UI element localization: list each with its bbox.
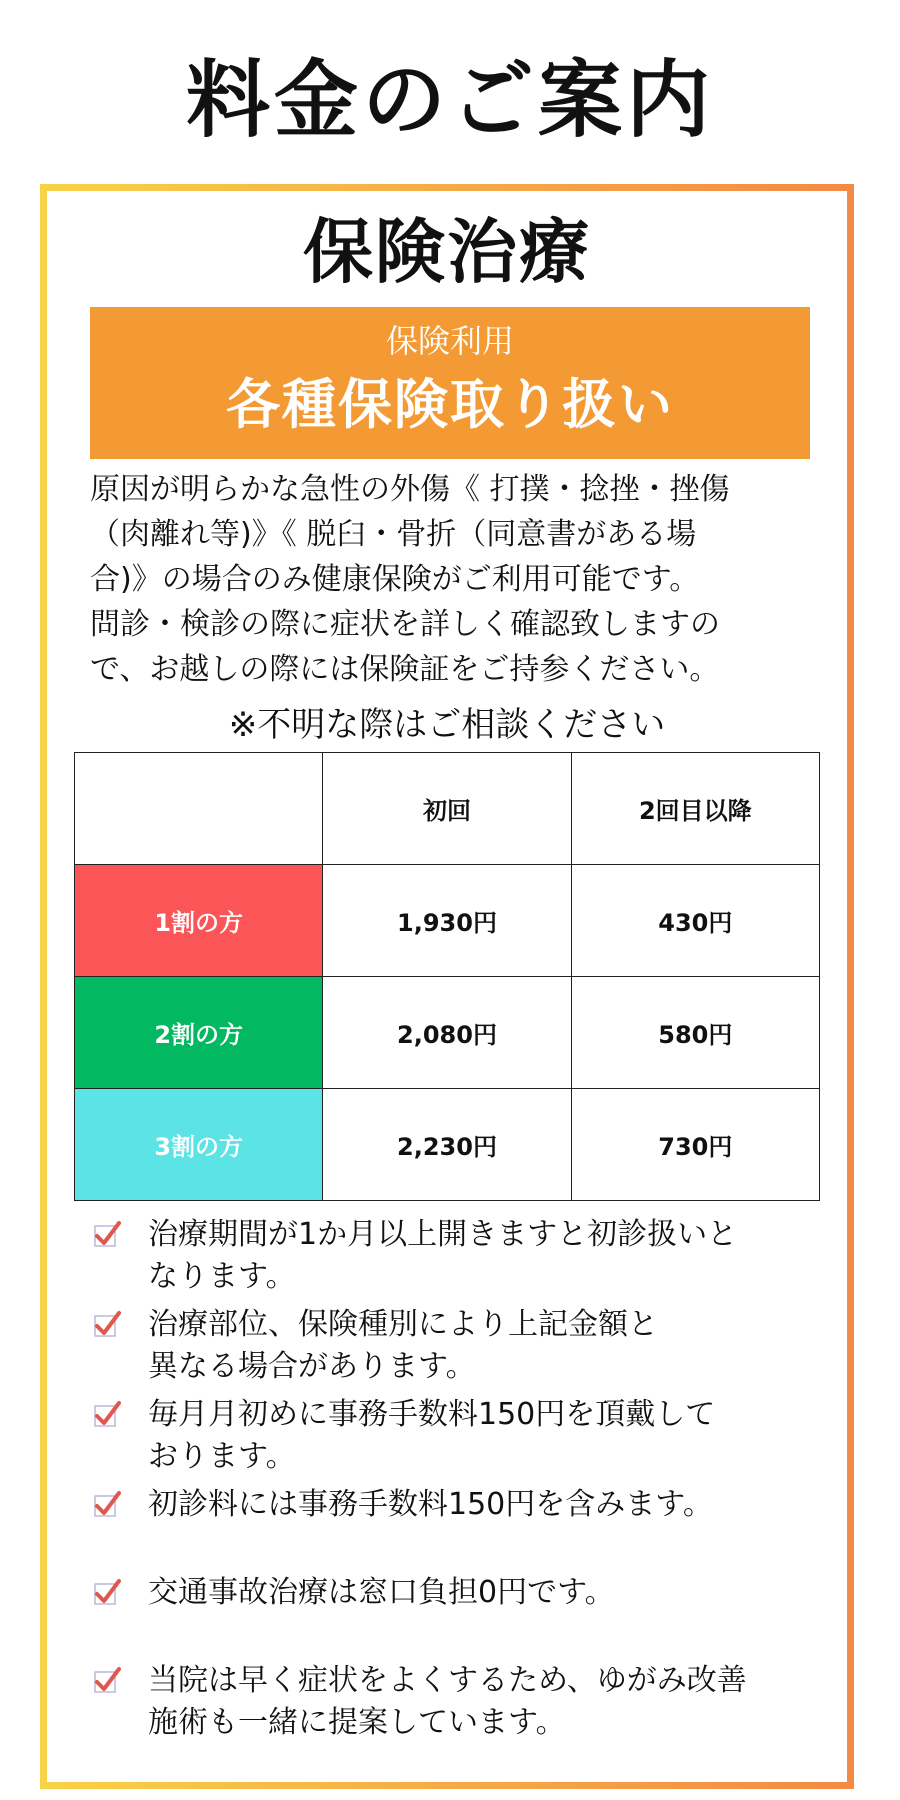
note-text-line (148, 1526, 822, 1568)
intro-line: 問診・検診の際に症状を詳しく確認致しますの (90, 607, 720, 642)
insurance-banner (90, 307, 810, 459)
note-item (92, 1660, 822, 1744)
checkbox-checked-icon (92, 1490, 122, 1520)
subsequent-price: 730円 (571, 1089, 819, 1201)
note-item (92, 1572, 822, 1656)
section-title: 保険治療 (303, 211, 591, 293)
checkbox-checked-icon (92, 1220, 122, 1250)
rate-label: 1割の方 (75, 865, 323, 977)
note-text-line: 異なる場合があります。 (148, 1349, 476, 1384)
first-visit-price: 2,230円 (323, 1089, 571, 1201)
checkbox-checked-icon (92, 1578, 122, 1608)
note-item (92, 1484, 822, 1568)
note-text-line: 治療期間が1か月以上開きますと初診扱いと (148, 1217, 738, 1252)
note-text-line: 交通事故治療は窓口負担0円です。 (148, 1575, 615, 1610)
checkbox-checked-icon (92, 1400, 122, 1430)
note-item (92, 1394, 822, 1478)
table-header-blank (75, 753, 323, 865)
notes-list (92, 1214, 822, 1750)
intro-line: （肉離れ等)》《 脱臼・骨折（同意書がある場 (90, 517, 697, 552)
note-text-line: 毎月月初めに事務手数料150円を頂戴して (148, 1397, 716, 1432)
note-text-line: 初診料には事務手数料150円を含みます。 (148, 1487, 713, 1522)
rate-label: 3割の方 (75, 1089, 323, 1201)
gradient-frame (40, 184, 854, 1789)
intro-line: 原因が明らかな急性の外傷《 打撲・捻挫・挫傷 (90, 472, 730, 507)
table-header-subsequent: 2回目以降 (571, 753, 819, 865)
note-item (92, 1214, 822, 1298)
intro-line: で、お越しの際には保険証をご持参ください。 (90, 652, 720, 687)
table-row (75, 1089, 820, 1201)
table-header-first-visit: 初回 (323, 753, 571, 865)
table-row (75, 865, 820, 977)
note-text-line: 施術も一緒に提案しています。 (148, 1705, 566, 1740)
consultation-note: ※不明な際はご相談ください (228, 705, 666, 745)
note-text-line: 治療部位、保険種別により上記金額と (148, 1307, 658, 1342)
banner-title: 各種保険取り扱い (226, 373, 674, 436)
content-panel (47, 191, 847, 1782)
note-text-line: おります。 (148, 1439, 296, 1474)
note-text-line: 当院は早く症状をよくするため、ゆがみ改善 (148, 1663, 747, 1698)
first-visit-price: 1,930円 (323, 865, 571, 977)
first-visit-price: 2,080円 (323, 977, 571, 1089)
table-row (75, 977, 820, 1089)
checkbox-checked-icon (92, 1310, 122, 1340)
checkbox-checked-icon (92, 1666, 122, 1696)
page-title: 料金のご案内 (185, 51, 714, 149)
subsequent-price: 580円 (571, 977, 819, 1089)
price-table (74, 752, 820, 1201)
subsequent-price: 430円 (571, 865, 819, 977)
intro-line: 合)》の場合のみ健康保険がご利用可能です。 (90, 562, 700, 597)
table-header-row (75, 753, 820, 865)
rate-label: 2割の方 (75, 977, 323, 1089)
note-item (92, 1304, 822, 1388)
note-text-line: なります。 (148, 1259, 296, 1294)
intro-text (90, 467, 820, 692)
note-text-line (148, 1614, 822, 1656)
banner-subtitle: 保険利用 (385, 322, 514, 360)
